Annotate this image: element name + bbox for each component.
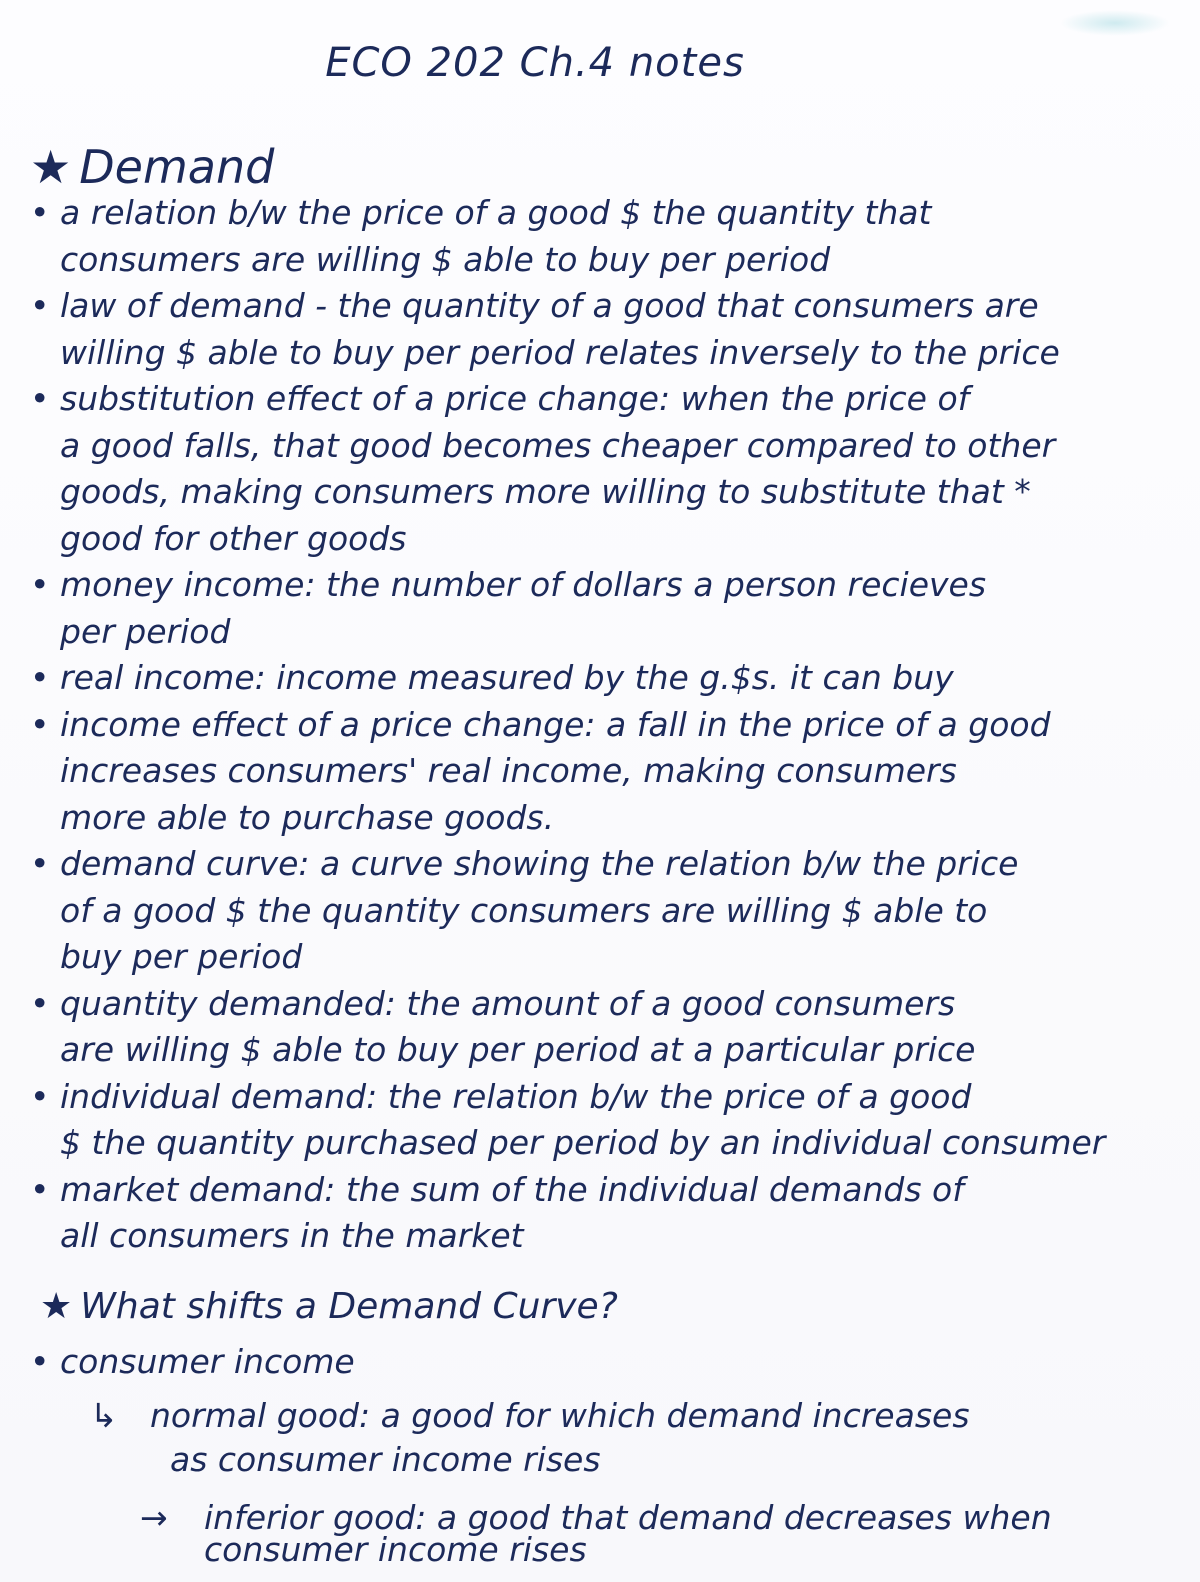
note-line <box>30 1213 1190 1260</box>
note-line <box>30 330 1190 377</box>
note-line <box>30 376 1190 423</box>
note-text: goods, making consumers more willing to substitute that * <box>60 472 1031 511</box>
note-text: market demand: the sum of the individual demands of <box>60 1169 964 1209</box>
note-line <box>30 888 1190 935</box>
note-text: individual demand: the relation b/w the price of a good <box>60 1076 972 1116</box>
arrow-icon: → <box>140 1498 168 1537</box>
note-text: consumer income <box>60 1342 355 1381</box>
note-text: a good falls, that good becomes cheaper compared to other <box>60 425 1056 465</box>
star-icon: ★ <box>30 140 72 194</box>
note-line <box>30 190 1190 237</box>
note-line <box>30 702 1190 749</box>
sub-item-inferior-good-cont <box>204 1532 587 1568</box>
note-text: quantity demanded: the amount of a good consumers <box>60 983 956 1023</box>
sub-item-normal-good-cont <box>170 1438 601 1482</box>
corner-smudge <box>1060 10 1170 36</box>
note-text: real income: income measured by the g.$s. it can buy <box>60 658 954 697</box>
note-line <box>30 748 1190 795</box>
note-text: a relation b/w the price of a good $ the quantity that <box>60 193 932 232</box>
note-text: consumer income rises <box>204 1530 587 1569</box>
note-text: money income: the number of dollars a person recieves <box>60 565 987 604</box>
note-line <box>30 516 1190 563</box>
note-text: income effect of a price change: a fall in the price of a good <box>60 704 1051 744</box>
note-line <box>30 469 1190 516</box>
note-line <box>30 609 1190 656</box>
note-line <box>30 1074 1190 1121</box>
demand-notes <box>30 190 1190 1260</box>
bullet: • <box>30 193 50 232</box>
section-heading-label: What shifts a Demand Curve? <box>80 1286 618 1327</box>
note-line <box>30 562 1190 609</box>
note-line <box>30 981 1190 1028</box>
bullet: • <box>30 379 50 418</box>
note-text: good for other goods <box>60 518 407 558</box>
list-item <box>30 1340 355 1384</box>
note-text: more able to purchase goods. <box>60 797 555 837</box>
bullet: • <box>30 1169 50 1209</box>
note-text: all consumers in the market <box>60 1216 524 1255</box>
bullet: • <box>30 704 50 744</box>
note-line <box>30 795 1190 842</box>
bullet: • <box>30 983 50 1023</box>
note-text: demand curve: a curve showing the relation b/w the price <box>60 844 1019 883</box>
note-text: inferior good: a good that demand decreases when <box>204 1498 1052 1537</box>
note-line <box>30 841 1190 888</box>
note-text: consumers are willing $ able to buy per period <box>60 239 831 279</box>
note-text: normal good: a good for which demand increases <box>150 1396 970 1435</box>
bullet: • <box>30 1342 50 1381</box>
note-text: are willing $ able to buy per period at a particular price <box>60 1030 976 1069</box>
note-line <box>30 237 1190 284</box>
sub-item-normal-good <box>90 1394 970 1438</box>
note-text: buy per period <box>60 937 303 976</box>
note-line <box>30 934 1190 981</box>
section-heading-shifts <box>40 1286 618 1327</box>
note-line <box>30 1120 1190 1167</box>
section-heading-label: Demand <box>79 140 275 194</box>
note-text: substitution effect of a price change: when the price of <box>60 379 970 418</box>
bullet: • <box>30 286 50 325</box>
section-heading-demand <box>30 140 274 194</box>
note-text: increases consumers' real income, making consumers <box>60 751 957 790</box>
note-text: as consumer income rises <box>170 1440 601 1479</box>
note-line <box>30 1027 1190 1074</box>
bullet: • <box>30 565 50 604</box>
bullet: • <box>30 658 50 697</box>
note-text: of a good $ the quantity consumers are willing $ able to <box>60 890 988 930</box>
note-text: willing $ able to buy per period relates inversely to the price <box>60 332 1060 372</box>
note-line <box>30 283 1190 330</box>
arrow-icon: ↳ <box>90 1396 118 1435</box>
note-line <box>30 655 1190 702</box>
bullet: • <box>30 1076 50 1116</box>
page-title: ECO 202 Ch.4 notes <box>325 40 745 86</box>
note-text: $ the quantity purchased per period by an individual consumer <box>60 1123 1106 1162</box>
note-line <box>30 1167 1190 1214</box>
note-text: law of demand - the quantity of a good that consumers are <box>60 286 1039 325</box>
bullet: • <box>30 844 50 883</box>
note-text: per period <box>60 611 231 651</box>
note-line <box>30 423 1190 470</box>
star-icon: ★ <box>40 1286 73 1327</box>
